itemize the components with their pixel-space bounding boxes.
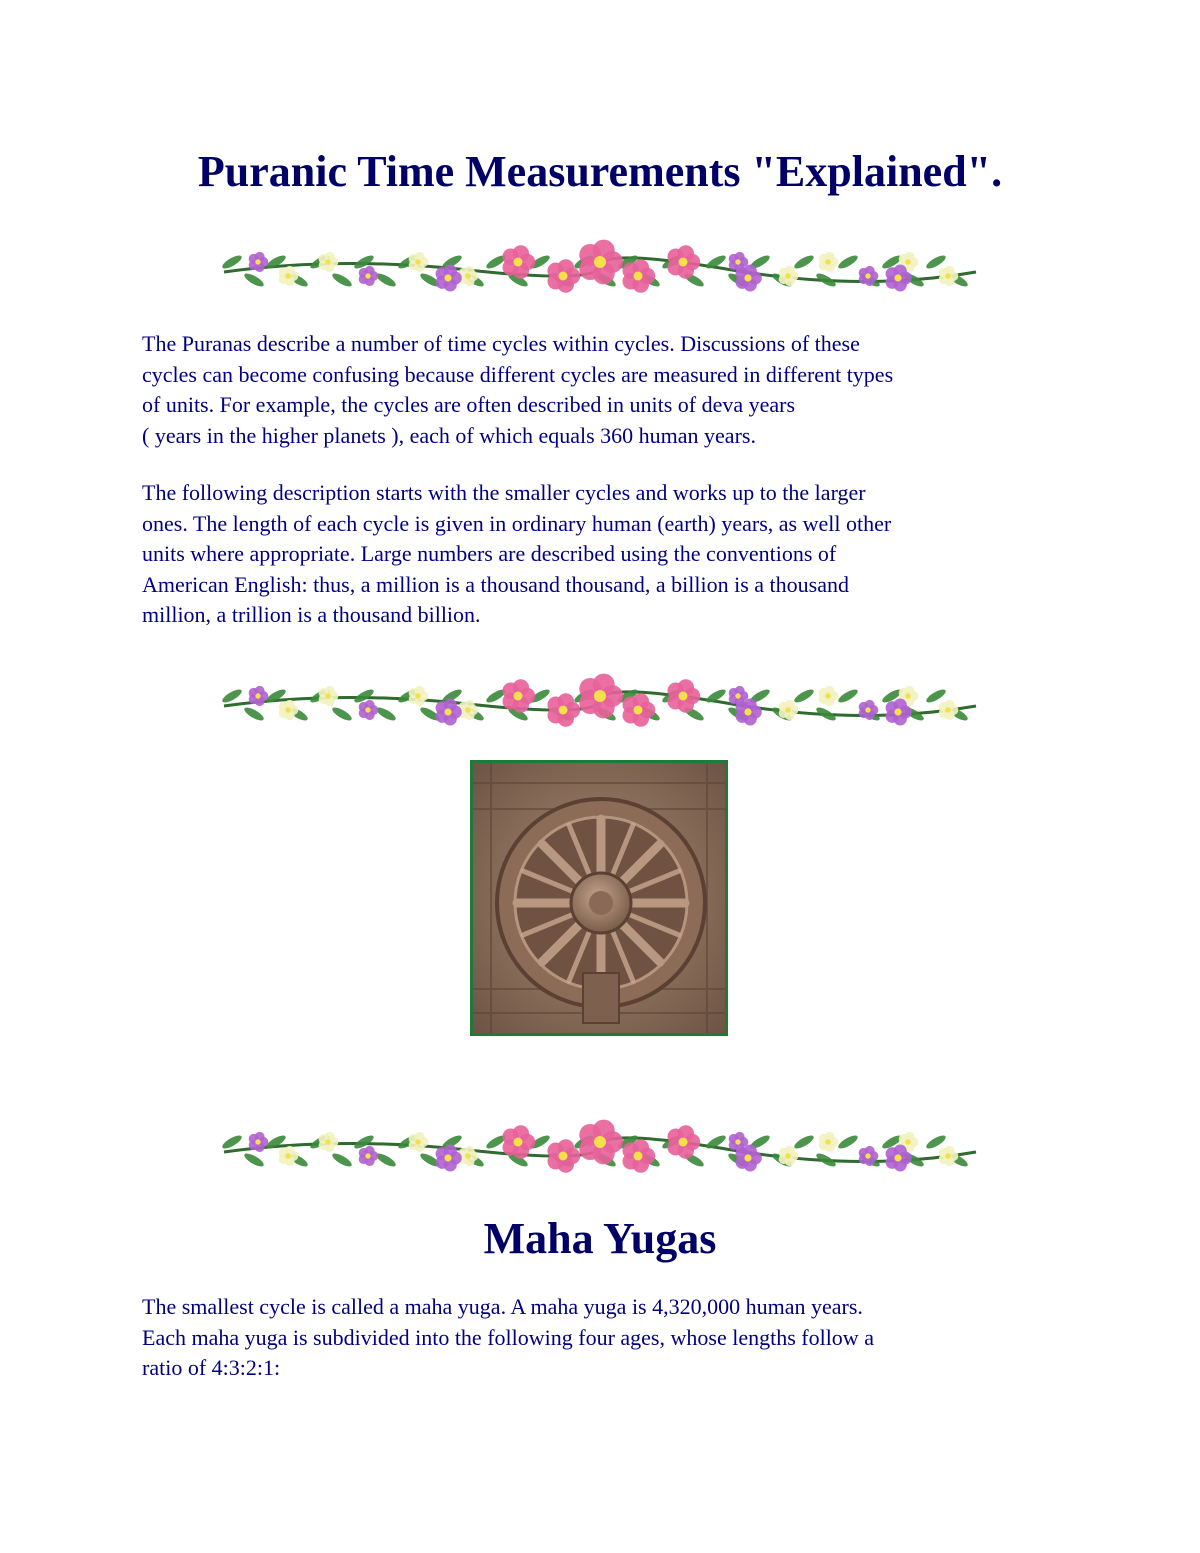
description-line: ones. The length of each cycle is given in ordinary human (earth) years, as well other: [142, 510, 892, 536]
maha-yuga-line: ratio of 4:3:2:1:: [142, 1355, 281, 1380]
intro-line: of units. For example, the cycles are often described in units of deva years: [142, 392, 796, 417]
description-line: units where appropriate. Large numbers are described using the conventions of: [142, 541, 837, 566]
maha-yuga-paragraph: [142, 1292, 1062, 1384]
intro-paragraph: [142, 329, 1062, 451]
description-line: The following description starts with the smaller cycles and works up to the larger: [142, 480, 866, 505]
description-line: American English: thus, a million is a thousand thousand, a billion is a thousand: [142, 571, 849, 597]
floral-divider-middle: [218, 660, 982, 742]
page-title: Puranic Time Measurements "Explained".: [197, 147, 1003, 196]
stone-chariot-wheel-image: [470, 760, 728, 1036]
maha-yuga-line: The smallest cycle is called a maha yuga. A maha yuga is 4,320,000 human years.: [142, 1294, 863, 1319]
intro-line: The Puranas describe a number of time cycles within cycles. Discussions of these: [142, 331, 860, 356]
description-line: million, a trillion is a thousand billion.: [142, 602, 481, 627]
section-heading-maha-yugas: Maha Yugas: [483, 1214, 717, 1263]
maha-yuga-line: Each maha yuga is subdivided into the following four ages, whose lengths follow a: [142, 1324, 874, 1350]
floral-divider-top: [218, 226, 982, 308]
intro-line: cycles can become confusing because different cycles are measured in different types: [142, 361, 894, 387]
intro-line: ( years in the higher planets ), each of which equals 360 human years.: [142, 422, 756, 448]
floral-divider-bottom: [218, 1106, 982, 1188]
description-paragraph: [142, 478, 1062, 631]
